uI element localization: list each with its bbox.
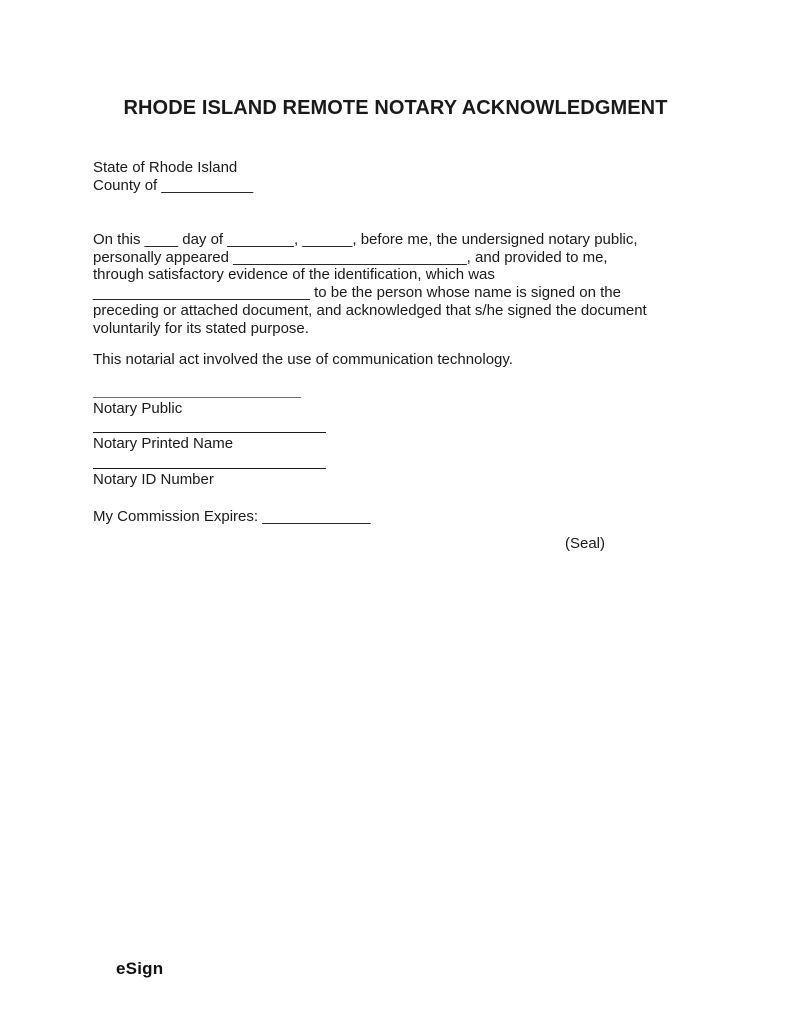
state-line: State of Rhode Island xyxy=(93,159,238,176)
technology-statement: This notarial act involved the use of communication technology. xyxy=(93,351,513,368)
acknowledgment-line-1: On this ____ day of ________, ______, before me, the undersigned notary public, xyxy=(93,231,638,248)
commission-expires-line: My Commission Expires: _____________ xyxy=(93,508,371,525)
acknowledgment-line-5: preceding or attached document, and acknowledged that s/he signed the document xyxy=(93,302,647,319)
notary-id-number-label: Notary ID Number xyxy=(93,471,214,488)
notary-printed-name-label: Notary Printed Name xyxy=(93,435,234,452)
seal-label: (Seal) xyxy=(565,535,606,552)
printed-name-line[interactable] xyxy=(93,432,326,433)
id-number-line[interactable] xyxy=(93,468,326,469)
document-title: RHODE ISLAND REMOTE NOTARY ACKNOWLEDGMENT xyxy=(123,97,668,119)
county-line: County of ___________ xyxy=(93,177,254,194)
acknowledgment-line-4: __________________________ to be the person whose name is signed on the xyxy=(93,284,621,301)
acknowledgment-line-6: voluntarily for its stated purpose. xyxy=(93,320,309,337)
acknowledgment-line-3: through satisfactory evidence of the identification, which was xyxy=(93,266,495,283)
notary-public-label: Notary Public xyxy=(93,400,183,417)
notary-signature-line[interactable] xyxy=(93,397,301,398)
acknowledgment-line-2: personally appeared ____________________________, and provided to me, xyxy=(93,249,608,266)
esign-logo: eSign xyxy=(116,959,164,978)
